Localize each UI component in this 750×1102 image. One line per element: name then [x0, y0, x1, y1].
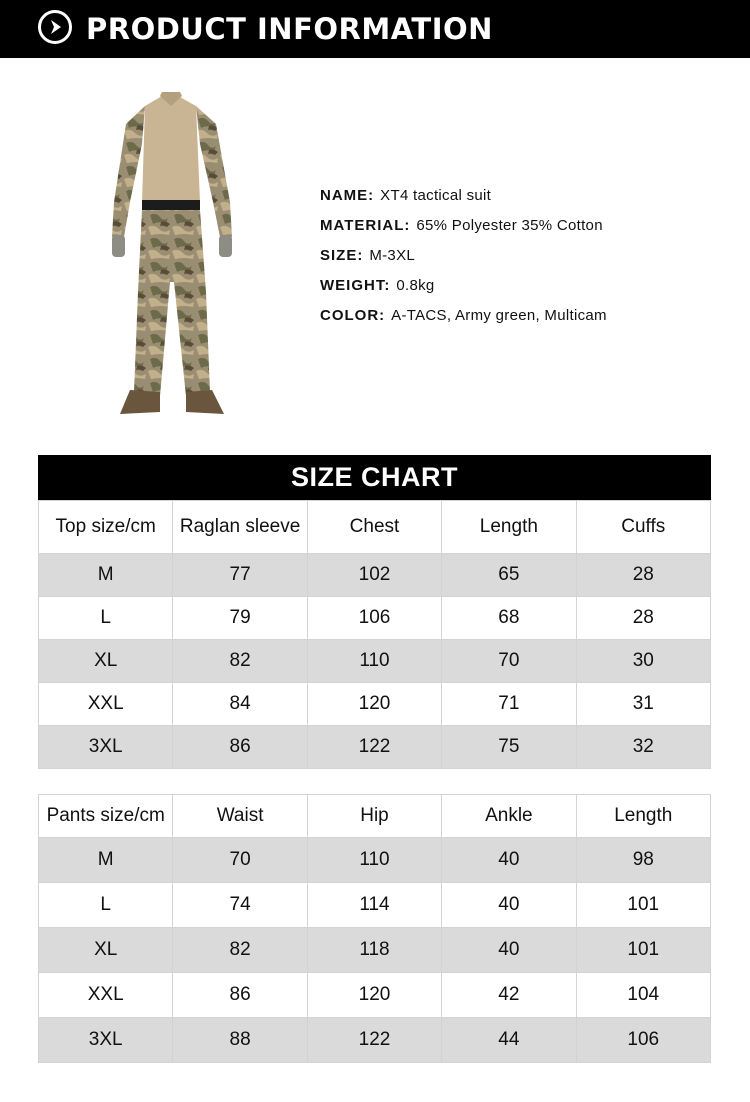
table-cell: 86: [173, 973, 307, 1018]
table-cell: M: [39, 838, 173, 883]
info-row-weight: [320, 276, 740, 306]
table-cell: 86: [173, 726, 307, 769]
table-cell: 82: [173, 640, 307, 683]
table-row: [39, 928, 711, 973]
table-cell: 122: [307, 726, 441, 769]
info-label: COLOR:: [320, 307, 386, 324]
table-cell: 74: [173, 883, 307, 928]
info-value: 65% Polyester 35% Cotton: [416, 217, 603, 234]
table-cell: M: [39, 554, 173, 597]
column-header: Pants size/cm: [39, 795, 173, 838]
table-cell: 77: [173, 554, 307, 597]
pants-size-table: [38, 794, 711, 1063]
info-row-color: [320, 306, 740, 336]
table-cell: 44: [442, 1018, 576, 1063]
table-cell: 79: [173, 597, 307, 640]
table-cell: 70: [173, 838, 307, 883]
table-row: [39, 838, 711, 883]
info-label: SIZE:: [320, 247, 364, 264]
table-cell: L: [39, 597, 173, 640]
table-cell: 118: [307, 928, 441, 973]
column-header: Length: [576, 795, 710, 838]
table-row: [39, 726, 711, 769]
table-cell: 40: [442, 883, 576, 928]
table-cell: 30: [576, 640, 710, 683]
table-cell: 40: [442, 838, 576, 883]
product-info: [320, 186, 740, 336]
table-cell: 110: [307, 640, 441, 683]
table-cell: 42: [442, 973, 576, 1018]
table-row: [39, 683, 711, 726]
table-cell: XL: [39, 928, 173, 973]
size-chart-title: SIZE CHART: [38, 455, 711, 500]
table-cell: 106: [307, 597, 441, 640]
product-image: [100, 92, 255, 422]
table-cell: 120: [307, 683, 441, 726]
table-cell: XXL: [39, 973, 173, 1018]
table-cell: 28: [576, 554, 710, 597]
info-value: XT4 tactical suit: [380, 187, 492, 204]
table-cell: 106: [576, 1018, 710, 1063]
table-cell: 31: [576, 683, 710, 726]
table-cell: 102: [307, 554, 441, 597]
info-row-material: [320, 216, 740, 246]
column-header: Raglan sleeve: [173, 501, 307, 554]
column-header: Ankle: [442, 795, 576, 838]
table-cell: 104: [576, 973, 710, 1018]
table-row: [39, 973, 711, 1018]
table-row: [39, 1018, 711, 1063]
info-row-name: [320, 186, 740, 216]
table-cell: 120: [307, 973, 441, 1018]
table-cell: 101: [576, 883, 710, 928]
header-banner: [0, 0, 750, 58]
table-cell: 110: [307, 838, 441, 883]
top-size-table: [38, 500, 711, 769]
table-row: [39, 597, 711, 640]
table-cell: 3XL: [39, 1018, 173, 1063]
arrow-circle-icon: [38, 10, 72, 44]
table-cell: 88: [173, 1018, 307, 1063]
info-value: M-3XL: [369, 247, 416, 264]
column-header: Length: [442, 501, 576, 554]
table-cell: XL: [39, 640, 173, 683]
table-row: [39, 554, 711, 597]
info-value: A-TACS, Army green, Multicam: [391, 307, 607, 324]
table-cell: XXL: [39, 683, 173, 726]
table-cell: 65: [442, 554, 576, 597]
info-row-size: [320, 246, 740, 276]
table-cell: 32: [576, 726, 710, 769]
table-cell: 101: [576, 928, 710, 973]
column-header: Top size/cm: [39, 501, 173, 554]
table-cell: 40: [442, 928, 576, 973]
info-label: NAME:: [320, 187, 375, 204]
table-header-row: [39, 795, 711, 838]
table-cell: 82: [173, 928, 307, 973]
info-label: WEIGHT:: [320, 277, 391, 294]
table-cell: 70: [442, 640, 576, 683]
info-label: MATERIAL:: [320, 217, 411, 234]
column-header: Chest: [307, 501, 441, 554]
column-header: Waist: [173, 795, 307, 838]
column-header: Cuffs: [576, 501, 710, 554]
table-header-row: [39, 501, 711, 554]
table-cell: 28: [576, 597, 710, 640]
table-row: [39, 640, 711, 683]
table-cell: 114: [307, 883, 441, 928]
table-cell: 75: [442, 726, 576, 769]
table-cell: 3XL: [39, 726, 173, 769]
column-header: Hip: [307, 795, 441, 838]
table-cell: 98: [576, 838, 710, 883]
table-cell: 122: [307, 1018, 441, 1063]
table-cell: 84: [173, 683, 307, 726]
info-value: 0.8kg: [396, 277, 435, 294]
table-cell: 71: [442, 683, 576, 726]
page-title: PRODUCT INFORMATION: [86, 12, 493, 46]
table-cell: L: [39, 883, 173, 928]
table-row: [39, 883, 711, 928]
table-cell: 68: [442, 597, 576, 640]
